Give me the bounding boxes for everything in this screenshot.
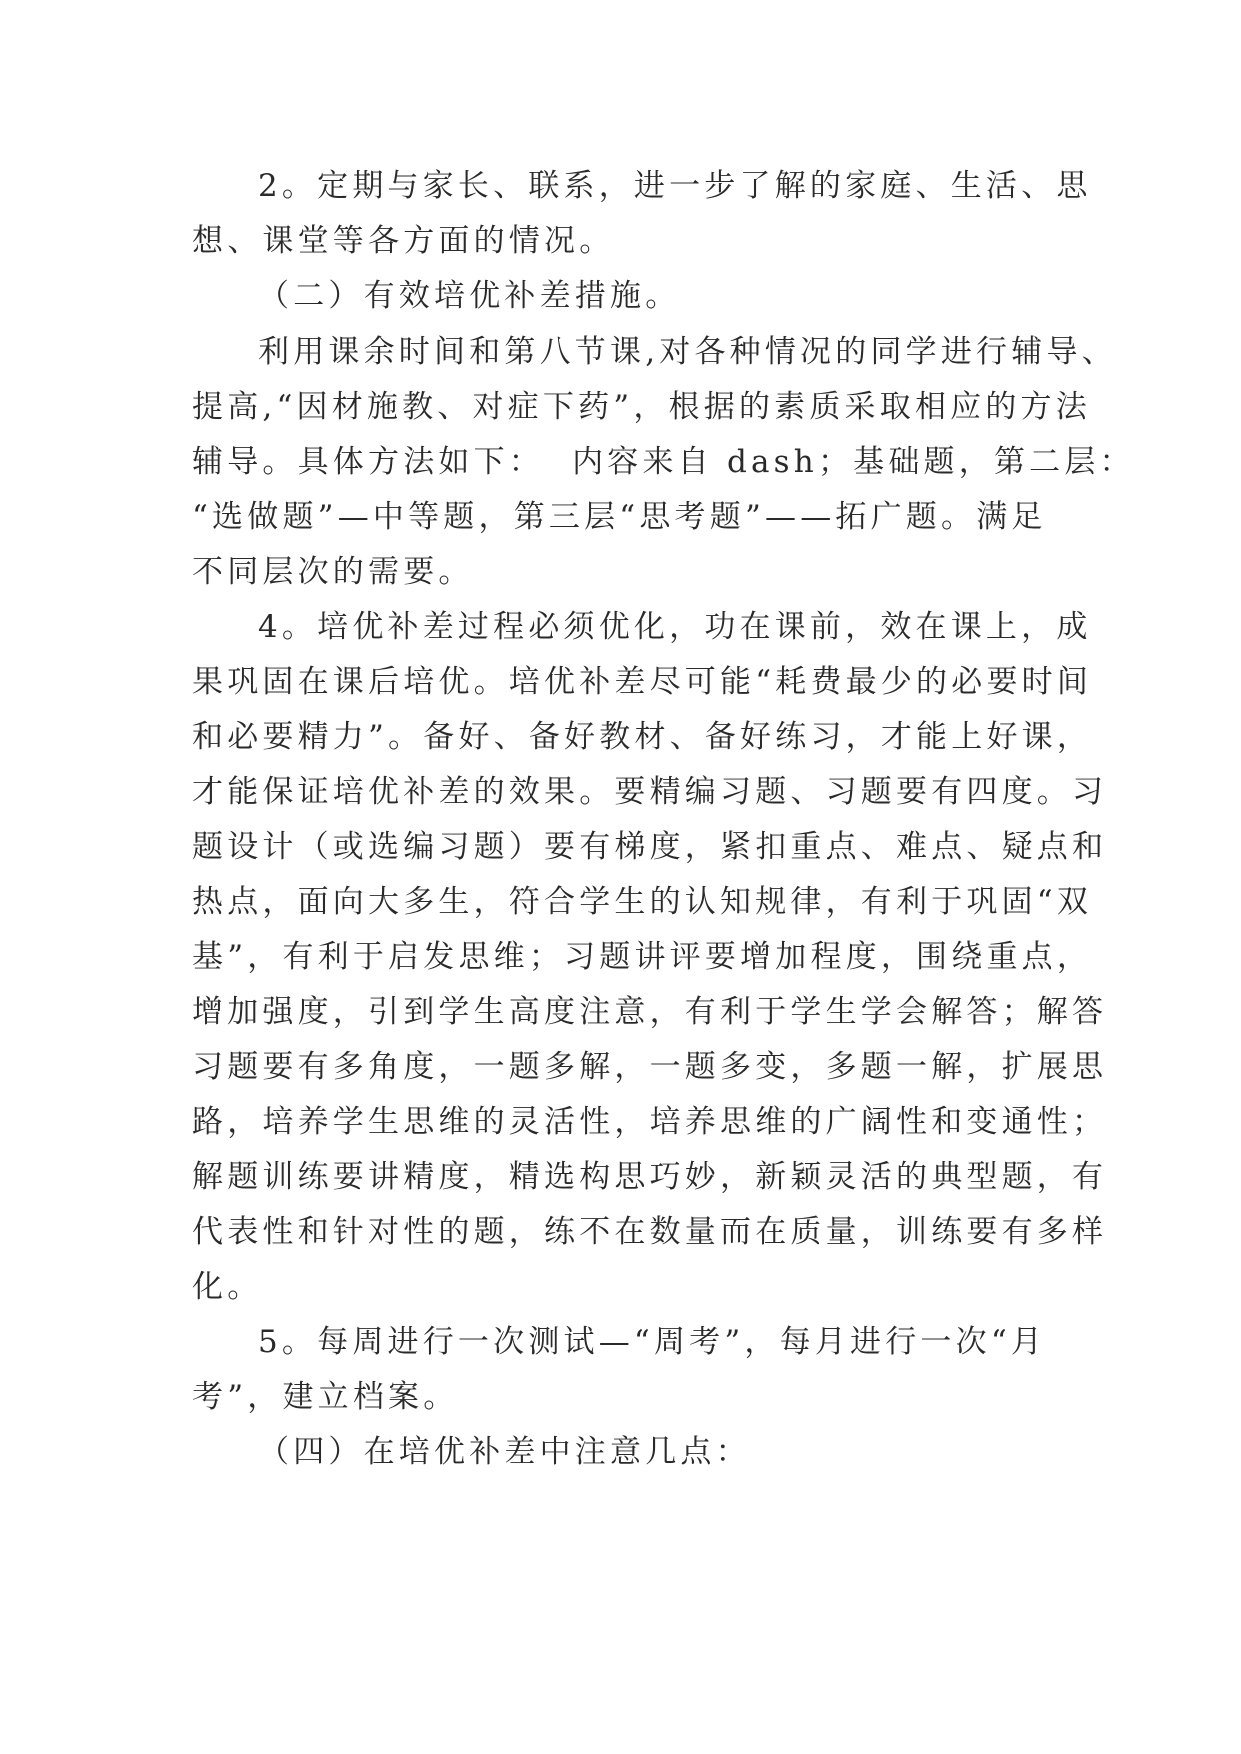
- paragraph-line: 代表性和针对性的题，练不在数量而在质量，训练要有多样: [192, 1214, 1108, 1250]
- paragraph-line: 热点，面向大多生，符合学生的认知规律，有利于巩固“双: [192, 884, 1093, 920]
- paragraph-line: 才能保证培优补差的效果。要精编习题、习题要有四度。习: [192, 774, 1108, 810]
- paragraph-line: 辅导。具体方法如下： 内容来自 dash；基础题，第二层：: [192, 444, 1135, 480]
- paragraph-line: 5。每周进行一次测试—“周考”，每月进行一次“月: [258, 1324, 1047, 1360]
- paragraph-line: 化。: [192, 1269, 263, 1305]
- paragraph-line: 和必要精力”。备好、备好教材、备好练习，才能上好课，: [192, 719, 1093, 755]
- section-heading: （四）在培优补差中注意几点：: [258, 1434, 751, 1470]
- paragraph-line: 4。培优补差过程必须优化，功在课前，效在课上，成: [258, 609, 1092, 645]
- paragraph-line: 想、课堂等各方面的情况。: [192, 223, 615, 259]
- paragraph-line: “选做题”—中等题，第三层“思考题”——拓广题。满足: [192, 499, 1047, 535]
- paragraph-line: 2。定期与家长、联系，进一步了解的家庭、生活、思: [258, 168, 1092, 204]
- paragraph-line: 提高,“因材施教、对症下药”，根据的素质采取相应的方法: [192, 389, 1091, 425]
- section-heading: （二）有效培优补差措施。: [258, 278, 681, 314]
- paragraph-line: 习题要有多角度，一题多解，一题多变，多题一解，扩展思: [192, 1049, 1108, 1085]
- paragraph-line: 果巩固在课后培优。培优补差尽可能“耗费最少的必要时间: [192, 664, 1093, 700]
- paragraph-line: 路，培养学生思维的灵活性，培养思维的广阔性和变通性；: [192, 1104, 1108, 1140]
- paragraph-line: 基”，有利于启发思维；习题讲评要增加程度，围绕重点，: [192, 939, 1093, 975]
- paragraph-line: 不同层次的需要。: [192, 554, 474, 590]
- paragraph-line: 利用课余时间和第八节课,对各种情况的同学进行辅导、: [258, 334, 1117, 370]
- paragraph-line: 题设计（或选编习题）要有梯度，紧扣重点、难点、疑点和: [192, 829, 1108, 865]
- paragraph-line: 解题训练要讲精度，精选构思巧妙，新颖灵活的典型题，有: [192, 1159, 1108, 1195]
- paragraph-line: 增加强度，引到学生高度注意，有利于学生学会解答；解答: [192, 994, 1108, 1030]
- paragraph-line: 考”，建立档案。: [192, 1379, 459, 1415]
